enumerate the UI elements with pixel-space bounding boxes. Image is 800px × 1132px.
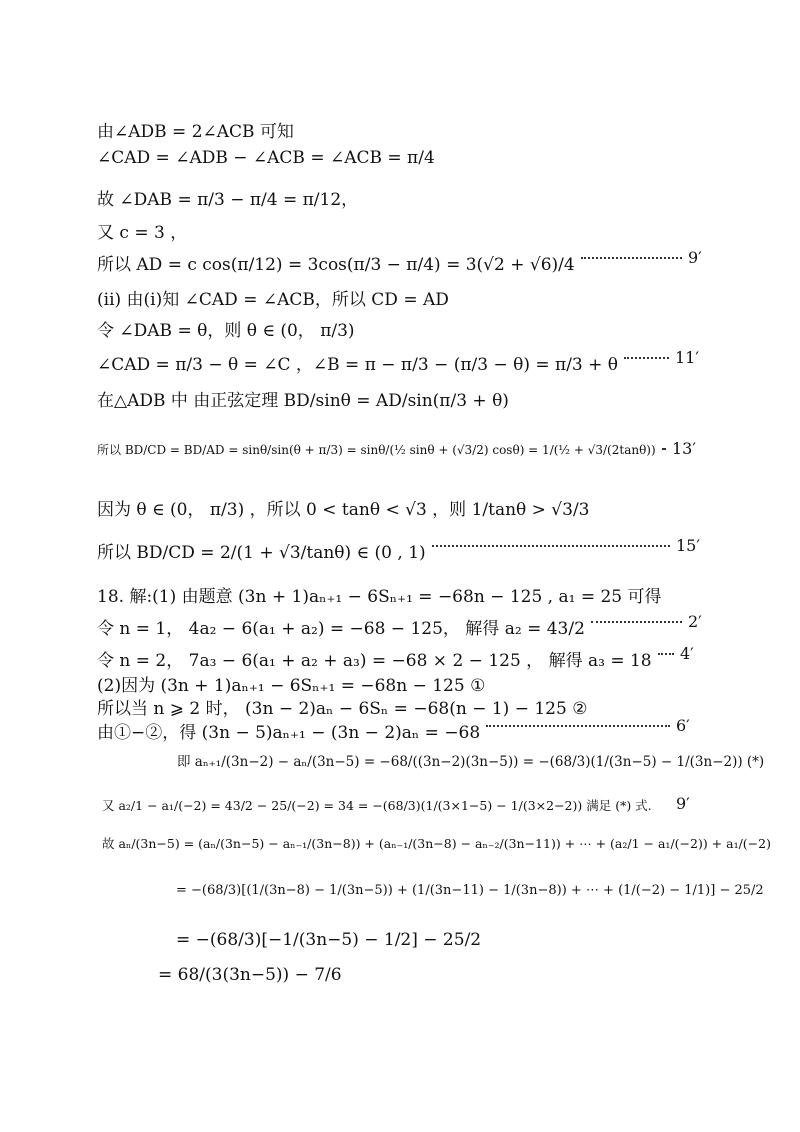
score-mark: 2′ xyxy=(688,612,702,631)
line-text: 令 n = 1， 4a₂ − 6(a₁ + a₂) = −68 − 125， 解得 a₂ = 43/2 xyxy=(97,619,585,639)
line-text: 故 ∠DAB = π/3 − π/4 = π/12， xyxy=(97,190,359,210)
dot-leader xyxy=(658,653,674,655)
line-text: ∠CAD = π/3 − θ = ∠C ，∠B = π − π/3 − (π/3 − θ) = π/3 + θ xyxy=(97,355,619,375)
line-text: 故 aₙ/(3n−5) = (aₙ/(3n−5) − aₙ₋₁/(3n−8)) + (aₙ₋₁/(3n−8) − aₙ₋₂/(3n−11)) + ⋯ + (a₂/1 − a₁/(−2)) + a₁/(−2) xyxy=(102,836,771,851)
score-mark: 9′ xyxy=(676,794,690,813)
dot-leader xyxy=(581,257,682,259)
score-mark: 6′ xyxy=(676,716,690,735)
line-text: 又 c = 3 ， xyxy=(97,223,188,243)
line-text: 所以 BD/CD = 2/(1 + √3/tanθ) ∈ (0 , 1) xyxy=(97,543,426,563)
line-text: = −(68/3)[(1/(3n−8) − 1/(3n−5)) + (1/(3n−11) − 1/(3n−8)) + ⋯ + (1/(−2) − 1/1)] − 25/2 xyxy=(176,883,764,898)
line-text: = 68/(3(3n−5)) − 7/6 xyxy=(158,965,342,985)
line-text: 所以 AD = c cos(π/12) = 3cos(π/3 − π/4) = 3(√2 + √6)/4 xyxy=(97,255,575,275)
dot-leader xyxy=(624,357,669,359)
score-mark: 9′ xyxy=(688,248,702,267)
line-text: 所以 BD/CD = BD/AD = sinθ/sin(θ + π/3) = sinθ/(½ sinθ + (√3/2) cosθ) = 1/(½ + √3/(2tanθ)) xyxy=(97,443,656,457)
score-mark: 4′ xyxy=(680,644,694,663)
line-text: 18. 解:(1) 由题意 (3n + 1)aₙ₊₁ − 6Sₙ₊₁ = −68n − 125 , a₁ = 25 可得 xyxy=(97,587,662,607)
score-mark: 11′ xyxy=(675,348,699,367)
line-text: = −(68/3)[−1/(3n−5) − 1/2] − 25/2 xyxy=(176,930,482,950)
line-text: 又 a₂/1 − a₁/(−2) = 43/2 − 25/(−2) = 34 = −(68/3)(1/(3×1−5) − 1/(3×2−2)) 满足 (*) 式. xyxy=(102,798,652,813)
line-text: (2)因为 (3n + 1)aₙ₊₁ − 6Sₙ₊₁ = −68n − 125 ① xyxy=(97,676,486,696)
line-text: 令 n = 2， 7a₃ − 6(a₁ + a₂ + a₃) = −68 × 2 − 125 ， 解得 a₃ = 18 xyxy=(97,651,652,671)
line-text: 在△ADB 中 由正弦定理 BD/sinθ = AD/sin(π/3 + θ) xyxy=(97,391,509,411)
dot-leader xyxy=(432,545,670,547)
dot-leader xyxy=(591,621,682,623)
line-text: 即 aₙ₊₁/(3n−2) − aₙ/(3n−5) = −68/((3n−2)(3n−5)) = −(68/3)(1/(3n−5) − 1/(3n−2)) (*) xyxy=(177,754,765,770)
line-text: 所以当 n ⩾ 2 时， (3n − 2)aₙ − 6Sₙ = −68(n − 1) − 125 ② xyxy=(97,699,588,719)
line-text: ∠CAD = ∠ADB − ∠ACB = ∠ACB = π/4 xyxy=(97,148,435,168)
dot-leader xyxy=(662,448,666,450)
line-text: (ii) 由(i)知 ∠CAD = ∠ACB，所以 CD = AD xyxy=(97,290,449,310)
line-text: 令 ∠DAB = θ，则 θ ∈ (0， π/3) xyxy=(97,321,355,341)
score-mark: 15′ xyxy=(676,536,700,555)
dot-leader xyxy=(486,725,670,727)
line-text: 由①−②，得 (3n − 5)aₙ₊₁ − (3n − 2)aₙ = −68 xyxy=(97,723,481,743)
line-text: 因为 θ ∈ (0， π/3) ，所以 0 < tanθ < √3 ，则 1/tanθ > √3/3 xyxy=(97,500,590,520)
line-text: 由∠ADB = 2∠ACB 可知 xyxy=(97,122,294,142)
score-mark: 13′ xyxy=(672,439,696,458)
